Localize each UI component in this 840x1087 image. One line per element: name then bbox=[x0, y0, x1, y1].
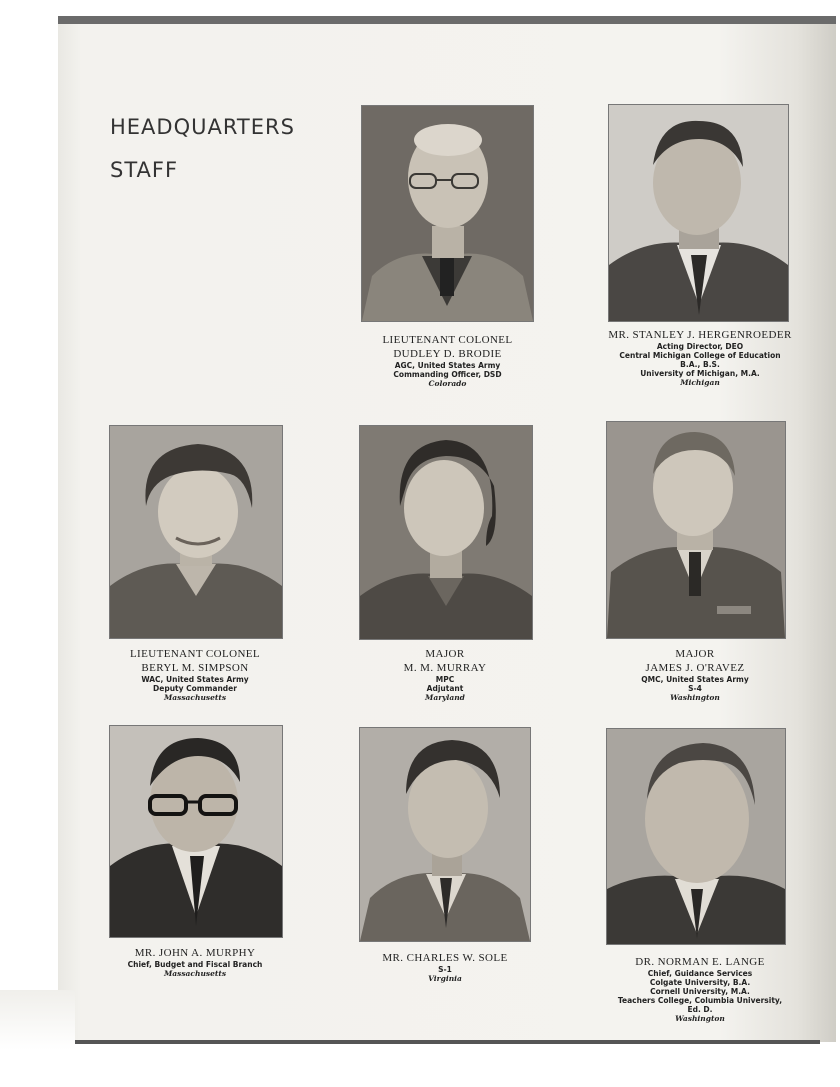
staff-home-state: Massachusetts bbox=[163, 969, 227, 978]
staff-home-state: Michigan bbox=[680, 378, 720, 387]
staff-name: MR. CHARLES W. SOLE bbox=[382, 952, 508, 964]
portrait-lange-image bbox=[607, 729, 785, 944]
page-bottom-edge bbox=[75, 1040, 820, 1044]
caption-oravez bbox=[590, 647, 800, 703]
staff-detail: MPC bbox=[435, 675, 455, 684]
portrait-oravez-image bbox=[607, 422, 785, 638]
portrait-sole-image bbox=[360, 728, 530, 941]
staff-name: M. M. MURRAY bbox=[403, 662, 487, 674]
photo-simpson bbox=[109, 425, 283, 639]
portrait-brodie-image bbox=[362, 106, 533, 321]
staff-detail: Central Michigan College of Education bbox=[619, 351, 781, 360]
staff-name: DR. NORMAN E. LANGE bbox=[635, 956, 765, 968]
staff-detail: Commanding Officer, DSD bbox=[393, 370, 502, 379]
photo-sole bbox=[359, 727, 531, 942]
staff-name: DUDLEY D. BRODIE bbox=[393, 348, 502, 360]
staff-detail: WAC, United States Army bbox=[141, 675, 249, 684]
staff-detail: Chief, Guidance Services bbox=[647, 969, 753, 978]
caption-simpson bbox=[90, 647, 300, 703]
staff-home-state: Maryland bbox=[425, 693, 465, 702]
staff-name: BERYL M. SIMPSON bbox=[141, 662, 249, 674]
photo-murphy bbox=[109, 725, 283, 938]
staff-rank: LIEUTENANT COLONEL bbox=[382, 334, 513, 346]
caption-brodie bbox=[340, 333, 555, 389]
staff-home-state: Colorado bbox=[428, 379, 467, 388]
staff-detail: Deputy Commander bbox=[153, 684, 237, 693]
heading-line-1: HEADQUARTERS bbox=[110, 115, 295, 139]
staff-rank: LIEUTENANT COLONEL bbox=[129, 648, 261, 660]
page-heading bbox=[110, 106, 295, 192]
staff-home-state: Washington bbox=[675, 1014, 725, 1023]
staff-name: MR. JOHN A. MURPHY bbox=[134, 947, 256, 959]
caption-lange bbox=[595, 955, 805, 1024]
staff-home-state: Massachusetts bbox=[163, 693, 227, 702]
caption-sole bbox=[340, 951, 550, 984]
staff-detail: Ed. D. bbox=[687, 1005, 713, 1014]
staff-name: JAMES J. O'RAVEZ bbox=[645, 662, 745, 674]
staff-detail: Cornell University, M.A. bbox=[650, 987, 750, 996]
caption-murphy bbox=[90, 946, 300, 979]
staff-detail: AGC, United States Army bbox=[394, 361, 501, 370]
photo-hergenroeder bbox=[608, 104, 789, 322]
caption-hergenroeder bbox=[580, 328, 820, 388]
staff-name: MR. STANLEY J. HERGENROEDER bbox=[608, 329, 792, 341]
photo-murray bbox=[359, 425, 533, 640]
portrait-murphy-image bbox=[110, 726, 282, 937]
staff-detail: B.A., B.S. bbox=[680, 360, 720, 369]
portrait-simpson-image bbox=[110, 426, 282, 638]
photo-oravez bbox=[606, 421, 786, 639]
staff-detail: S-4 bbox=[688, 684, 702, 693]
photo-lange bbox=[606, 728, 786, 945]
staff-detail: Chief, Budget and Fiscal Branch bbox=[127, 960, 263, 969]
page-shadow bbox=[0, 990, 75, 1050]
staff-home-state: Washington bbox=[670, 693, 720, 702]
portrait-murray-image bbox=[360, 426, 532, 639]
staff-detail: Teachers College, Columbia University, bbox=[617, 996, 783, 1005]
photo-brodie bbox=[361, 105, 534, 322]
staff-detail: S-1 bbox=[438, 965, 452, 974]
staff-detail: Acting Director, DEO bbox=[656, 342, 744, 351]
staff-home-state: Virginia bbox=[428, 974, 462, 983]
heading-line-2: STAFF bbox=[110, 158, 179, 182]
staff-detail: QMC, United States Army bbox=[641, 675, 749, 684]
portrait-hergenroeder-image bbox=[609, 105, 788, 321]
staff-detail: Colgate University, B.A. bbox=[649, 978, 751, 987]
staff-rank: MAJOR bbox=[675, 648, 715, 660]
caption-murray bbox=[340, 647, 550, 703]
staff-detail: University of Michigan, M.A. bbox=[640, 369, 760, 378]
staff-rank: MAJOR bbox=[425, 648, 465, 660]
staff-detail: Adjutant bbox=[426, 684, 464, 693]
